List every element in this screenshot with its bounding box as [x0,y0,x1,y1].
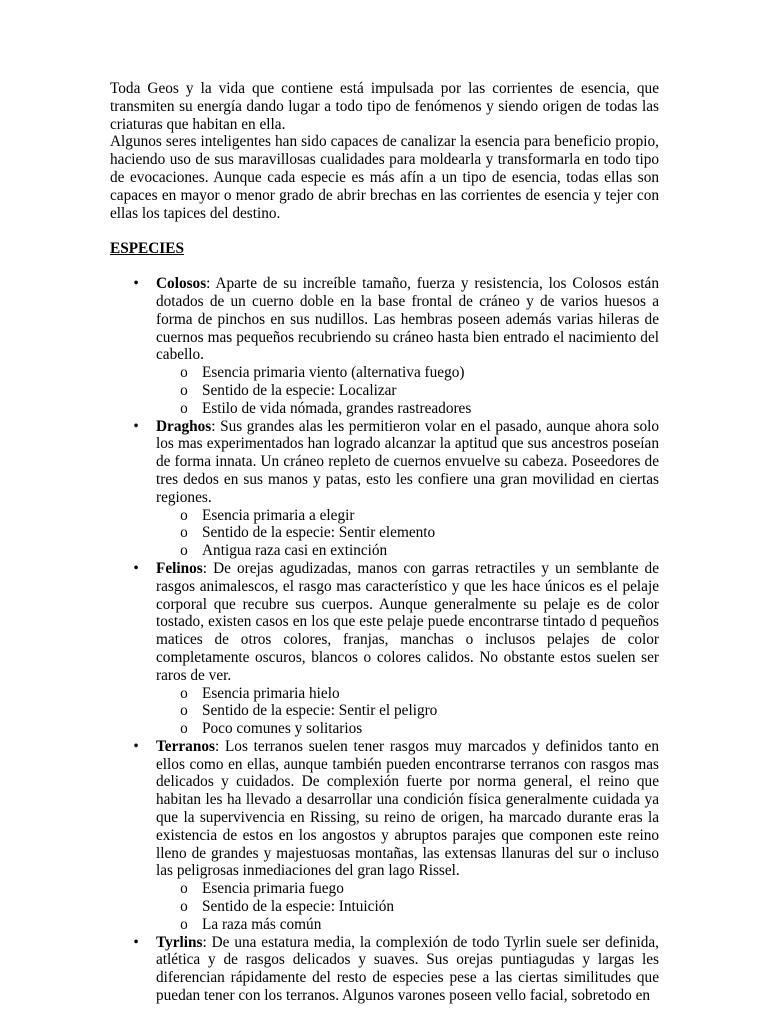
sub-bullet-icon: o [180,702,188,720]
sub-bullet-icon: o [180,684,188,702]
sub-bullet-icon: o [180,720,188,738]
intro-paragraph-1: Toda Geos y la vida que contiene está impulsada por las corrientes de esencia, que transmiten su energía dando lugar a todo tipo de fenómenos y siendo origen de todas las criaturas que habitan en ella. [110,80,659,133]
bullet-icon: • [133,559,139,577]
trait-item [156,364,659,382]
sub-bullet-icon: o [180,524,188,542]
trait-item [156,720,659,738]
trait-text: Poco comunes y solitarios [202,720,363,738]
species-item-terranos [110,738,659,934]
trait-item [156,702,659,720]
sub-bullet-icon: o [180,542,188,560]
trait-text: Sentido de la especie: Sentir el peligro [202,702,438,720]
species-traits [156,685,659,738]
trait-text: Esencia primaria viento (alternativa fuego) [202,364,465,382]
species-description [156,418,659,507]
species-description [156,934,659,1005]
trait-item [156,898,659,916]
species-name: Tyrlins [156,933,203,951]
species-item-draghos [110,418,659,560]
trait-text: Sentido de la especie: Sentir elemento [202,524,436,542]
sub-bullet-icon: o [180,364,188,382]
species-text: : Aparte de su increíble tamaño, fuerza y resistencia, los Colosos están dotados de un cuerno doble en la base frontal de cráneo y de varios huesos a forma de pinchos en sus nudillos. Las hembras poseen además varias hileras de cuernos mas pequeños recubriendo su cráneo hasta bien entrado el nacimiento del cabello. [156,275,659,364]
species-name: Colosos [156,275,207,293]
bullet-icon: • [133,275,139,293]
sub-bullet-icon: o [180,381,188,399]
section-heading-especies: ESPECIES [110,240,184,258]
species-name: Felinos [156,559,203,577]
trait-text: Estilo de vida nómada, grandes rastreadores [202,399,472,417]
bullet-icon: • [133,417,139,435]
trait-text: Antigua raza casi en extinción [202,542,388,560]
trait-item [156,524,659,542]
species-item-tyrlins [110,934,659,1005]
species-text: : De orejas agudizadas, manos con garras retractiles y un semblante de rasgos animalescos, el rasgo mas característico y que les hace únicos es el pelaje corporal que recubre sus cuerpos. Aunque generalmente su pelaje es de color tostado, existen casos en los que este pelaje puede encontrarse tintado d pequeños matices de otros colores, franjas, manchas o inclusos pelajes de color completamente oscuros, blancos o colores calidos. No obstante estos suelen ser raros de ver. [156,559,659,684]
page-content [110,80,659,1005]
species-text: : De una estatura media, la complexión de todo Tyrlin suele ser definida, atlética y de rasgos delicados y suaves. Sus orejas puntiagudas y largas les diferencian rápidamente del resto de especies pese a las ciertas similitudes que puedan tener con los terranos. Algunos varones poseen vello facial, sobretodo en [156,933,659,1005]
bullet-icon: • [133,737,139,755]
trait-text: Esencia primaria hielo [202,684,340,702]
sub-bullet-icon: o [180,399,188,417]
sub-bullet-icon: o [180,880,188,898]
species-description [156,275,659,364]
species-name: Draghos [156,417,212,435]
trait-text: Sentido de la especie: Localizar [202,381,397,399]
species-item-colosos [110,275,659,417]
species-item-felinos [110,560,659,738]
intro-paragraph-2: Algunos seres inteligentes han sido capaces de canalizar la esencia para beneficio propio, haciendo uso de sus maravillosas cualidades para moldearla y transformarla en todo tipo de evocaciones. Aunque cada especie es más afín a un tipo de esencia, todas ellas son capaces en mayor o menor grado de abrir brechas en las corrientes de esencia y tejer con ellas los tapices del destino. [110,133,659,222]
trait-item [156,507,659,525]
species-text: : Sus grandes alas les permitieron volar en el pasado, aunque ahora solo los mas experimentados han logrado alcanzar la aptitud que sus ancestros poseían de forma innata. Un cráneo repleto de cuernos envuelve su cabeza. Poseedores de tres dedos en sus manos y patas, esto les confiere una gran movilidad en ciertas regiones. [156,417,659,506]
trait-text: Esencia primaria a elegir [202,506,355,524]
trait-text: Esencia primaria fuego [202,880,344,898]
species-description [156,560,659,685]
trait-item [156,916,659,934]
sub-bullet-icon: o [180,915,188,933]
species-description [156,738,659,880]
species-traits [156,507,659,560]
trait-item [156,382,659,400]
trait-item [156,400,659,418]
species-traits [156,880,659,933]
trait-item [156,685,659,703]
species-list [110,275,659,1005]
sub-bullet-icon: o [180,506,188,524]
species-name: Terranos [156,737,215,755]
species-traits [156,364,659,417]
trait-text: Sentido de la especie: Intuición [202,898,395,916]
trait-item [156,880,659,898]
sub-bullet-icon: o [180,898,188,916]
species-text: : Los terranos suelen tener rasgos muy marcados y definidos tanto en ellos como en ellas, aunque también pueden encontrarse terranos con rasgos mas delicados y cuidados. De complexión fuerte por norma general, el reino que habitan les ha llevado a desarrollar una condición física generalmente cuidada ya que la supervivencia en Rissing, su reino de origen, ha marcado durante eras la existencia de estos en los angostos y abruptos parajes que componen este reino lleno de grandes y majestuosas montañas, las extensas llanuras del sur o incluso las peligrosas inmediaciones del gran lago Rissel. [156,737,659,880]
trait-text: La raza más común [202,915,322,933]
trait-item [156,542,659,560]
bullet-icon: • [133,933,139,951]
